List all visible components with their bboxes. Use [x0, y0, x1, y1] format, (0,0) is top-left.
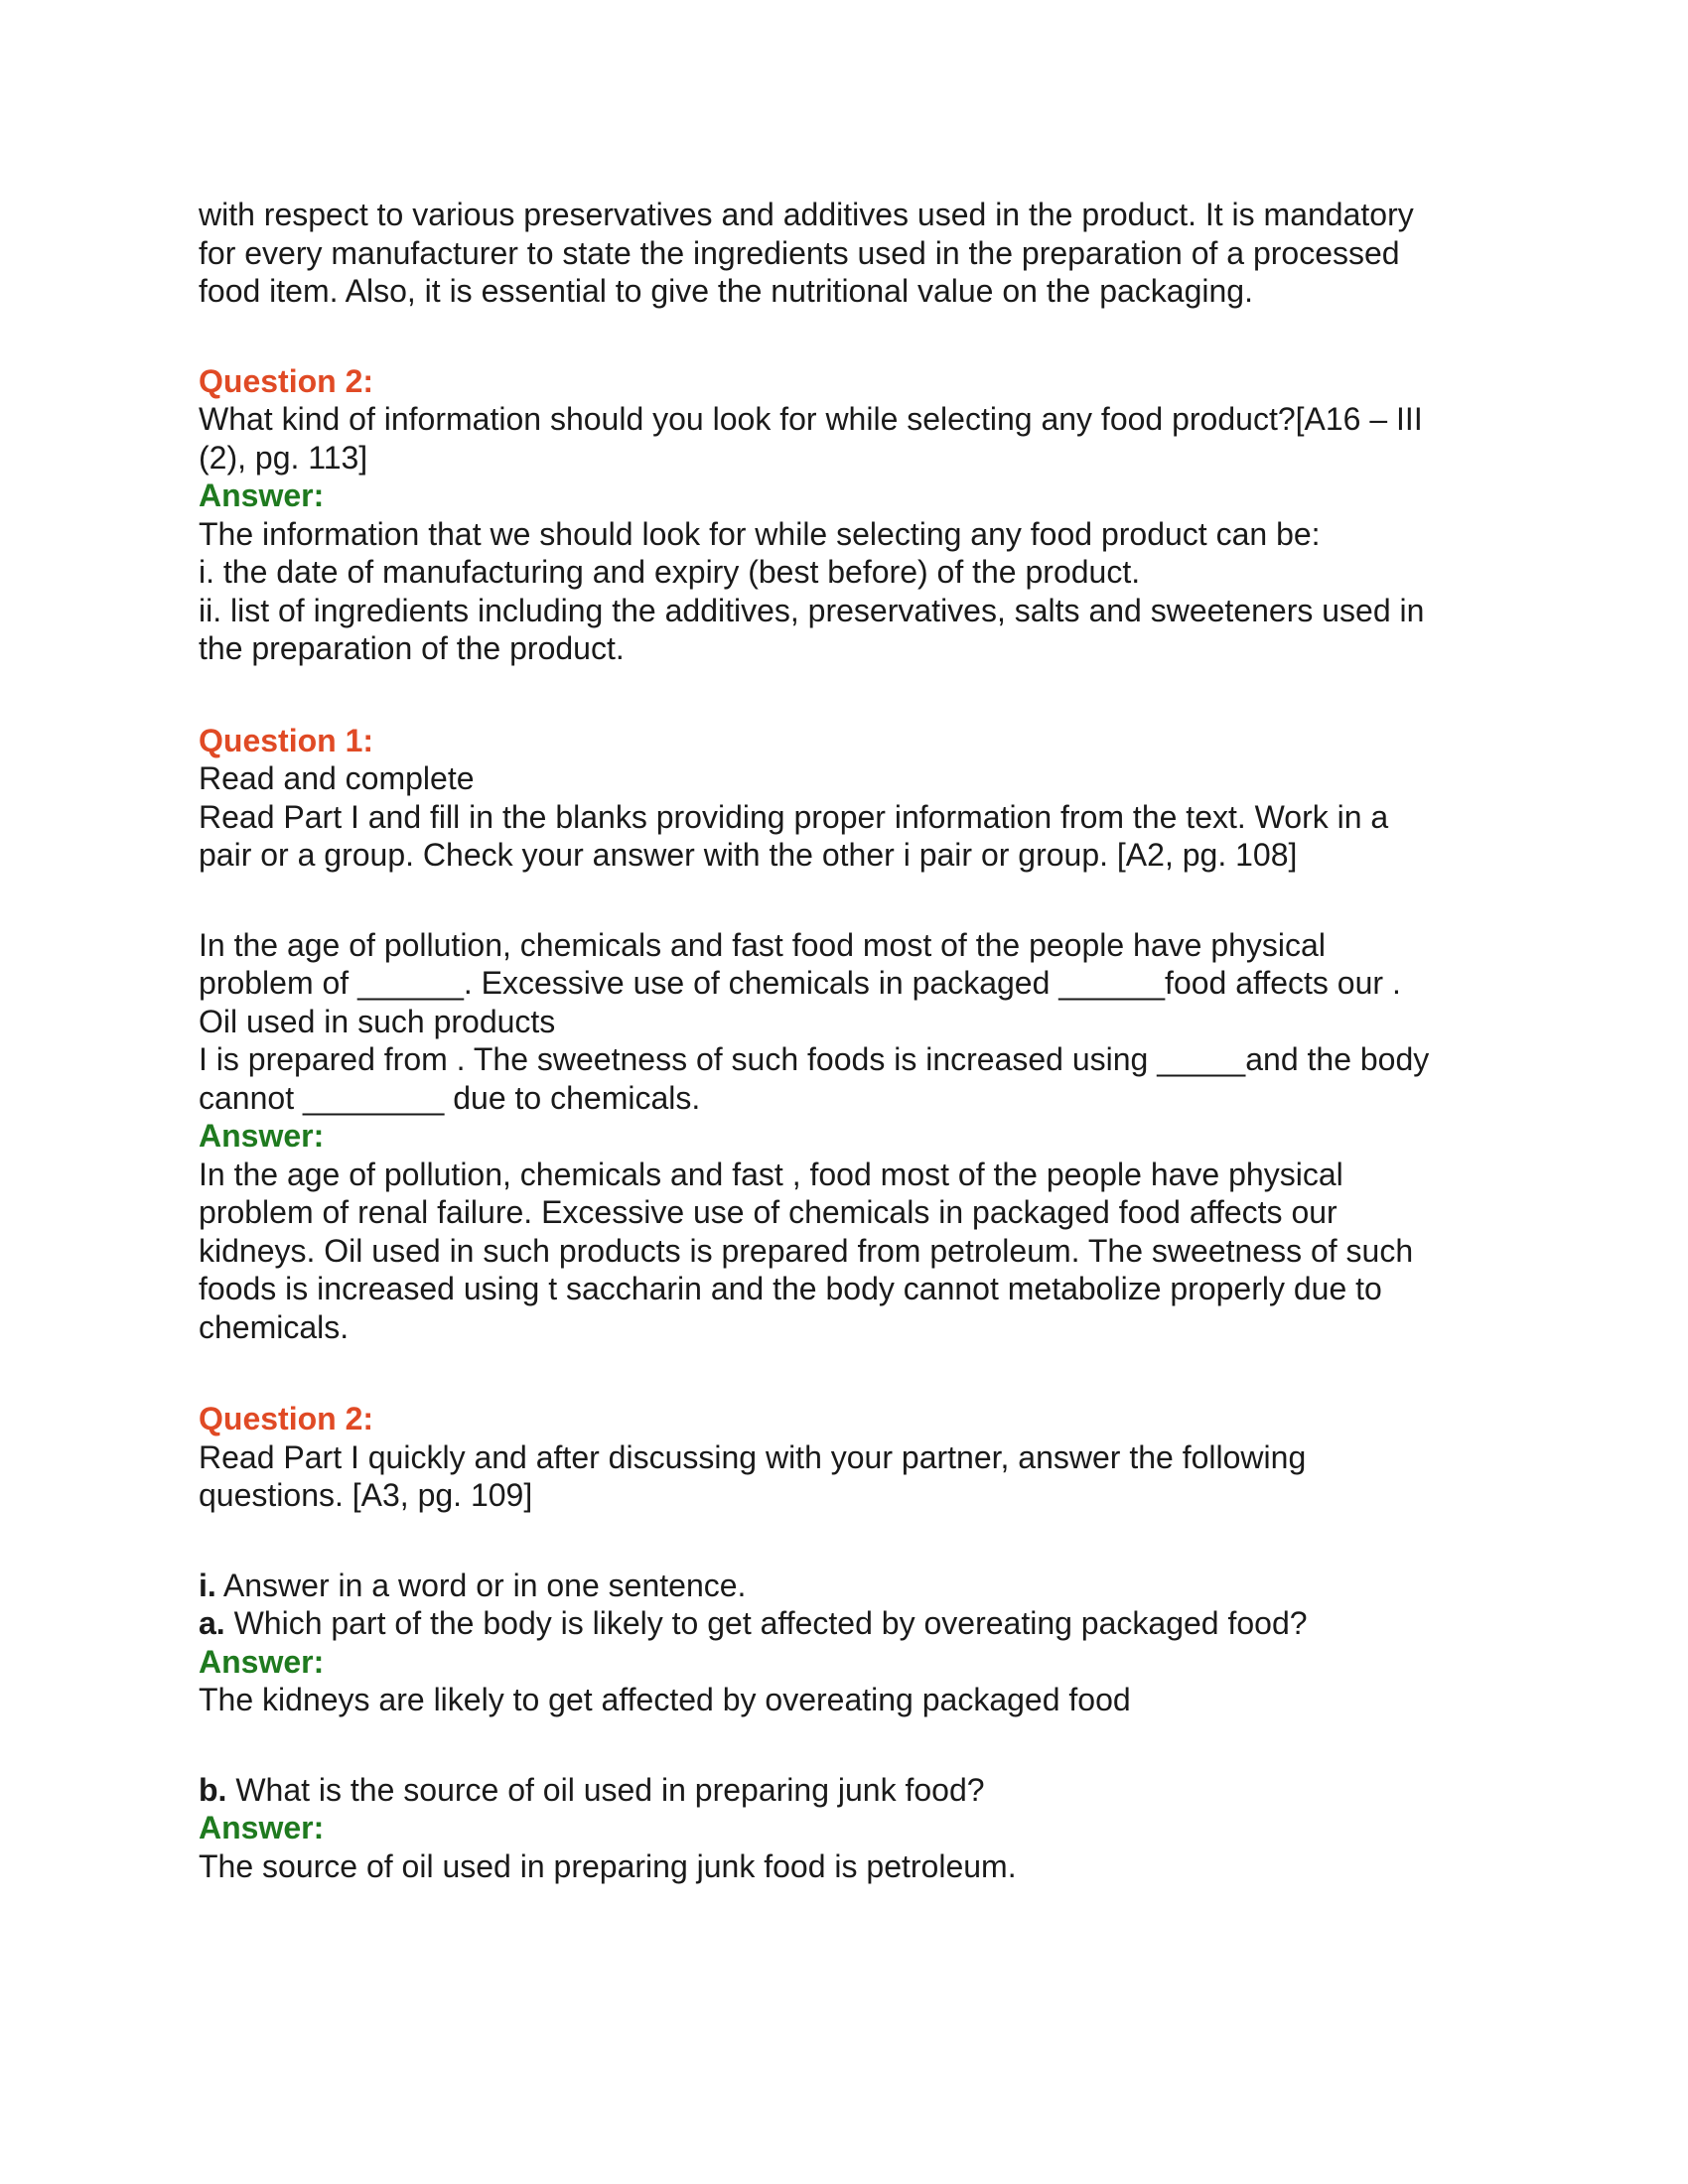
answer-text-line: the preparation of the product.	[199, 630, 625, 666]
question-text-line: (2), pg. 113]	[199, 439, 368, 476]
question-section-1	[199, 362, 1499, 668]
question-section-3	[199, 1400, 1499, 1885]
passage-line: problem of ______. Excessive use of chemicals in packaged ______food affects our .	[199, 965, 1401, 1001]
subquestion-text: What is the source of oil used in preparing junk food?	[226, 1771, 985, 1808]
subpart-instruction	[199, 1567, 1499, 1605]
passage-line: Oil used in such products	[199, 1003, 556, 1039]
subquestion-marker: a.	[199, 1605, 225, 1641]
subpart-marker: i.	[199, 1567, 216, 1603]
subpart-text: Answer in a word or in one sentence.	[215, 1567, 747, 1603]
intro-line: with respect to various preservatives and additives used in the product. It is mandatory	[199, 197, 1414, 232]
answer-text-line: foods is increased using t saccharin and the body cannot metabolize properly due to	[199, 1271, 1382, 1306]
question-label: Question 2:	[199, 1401, 374, 1436]
answer-label: Answer:	[199, 1810, 325, 1845]
question-text-line: What kind of information should you look for while selecting any food product?[A16 – III	[199, 401, 1423, 437]
subquestion-marker: b.	[199, 1771, 227, 1808]
answer-label: Answer:	[199, 478, 325, 513]
question-text-line: pair or a group. Check your answer with the other i pair or group. [A2, pg. 108]	[199, 837, 1298, 873]
passage-line: In the age of pollution, chemicals and fast food most of the people have physical	[199, 926, 1326, 963]
question-text-line: questions. [A3, pg. 109]	[199, 1477, 533, 1513]
question-label: Question 2:	[199, 362, 374, 399]
answer-text-line: kidneys. Oil used in such products is prepared from petroleum. The sweetness of such	[199, 1232, 1414, 1269]
answer-label: Answer:	[199, 1643, 325, 1680]
subquestion-b	[199, 1771, 1499, 1810]
answer-text-line: problem of renal failure. Excessive use of chemicals in packaged food affects our	[199, 1194, 1337, 1230]
answer-text-line: ii. list of ingredients including the additives, preservatives, salts and sweeteners used in	[199, 592, 1425, 628]
question-section-2	[199, 722, 1499, 1347]
answer-text-line: The information that we should look for while selecting any food product can be:	[199, 515, 1321, 552]
question-label: Question 1:	[199, 722, 374, 758]
subquestion-text: Which part of the body is likely to get affected by overeating packaged food?	[224, 1605, 1308, 1641]
intro-line: for every manufacturer to state the ingredients used in the preparation of a processed	[199, 234, 1400, 271]
question-text-line: Read Part I and fill in the blanks providing proper information from the text. Work in a	[199, 798, 1389, 835]
answer-text-line: The source of oil used in preparing junk food is petroleum.	[199, 1847, 1017, 1884]
answer-text-line: chemicals.	[199, 1308, 350, 1345]
answer-label: Answer:	[199, 1118, 325, 1154]
answer-text-line: i. the date of manufacturing and expiry (best before) of the product.	[199, 554, 1141, 590]
intro-line: food item. Also, it is essential to give the nutritional value on the packaging.	[199, 273, 1253, 309]
answer-text-line: The kidneys are likely to get affected by overeating packaged food	[199, 1682, 1131, 1717]
question-text-line: Read Part I quickly and after discussing with your partner, answer the following	[199, 1438, 1307, 1475]
passage-line: I is prepared from . The sweetness of such foods is increased using _____and the body	[199, 1041, 1430, 1077]
answer-text-line: In the age of pollution, chemicals and fast , food most of the people have physical	[199, 1156, 1343, 1192]
document-page	[199, 196, 1499, 1885]
passage-line: cannot ________ due to chemicals.	[199, 1079, 701, 1116]
intro-paragraph	[199, 196, 1499, 311]
subquestion-a	[199, 1604, 1499, 1643]
question-text-line: Read and complete	[199, 760, 475, 796]
